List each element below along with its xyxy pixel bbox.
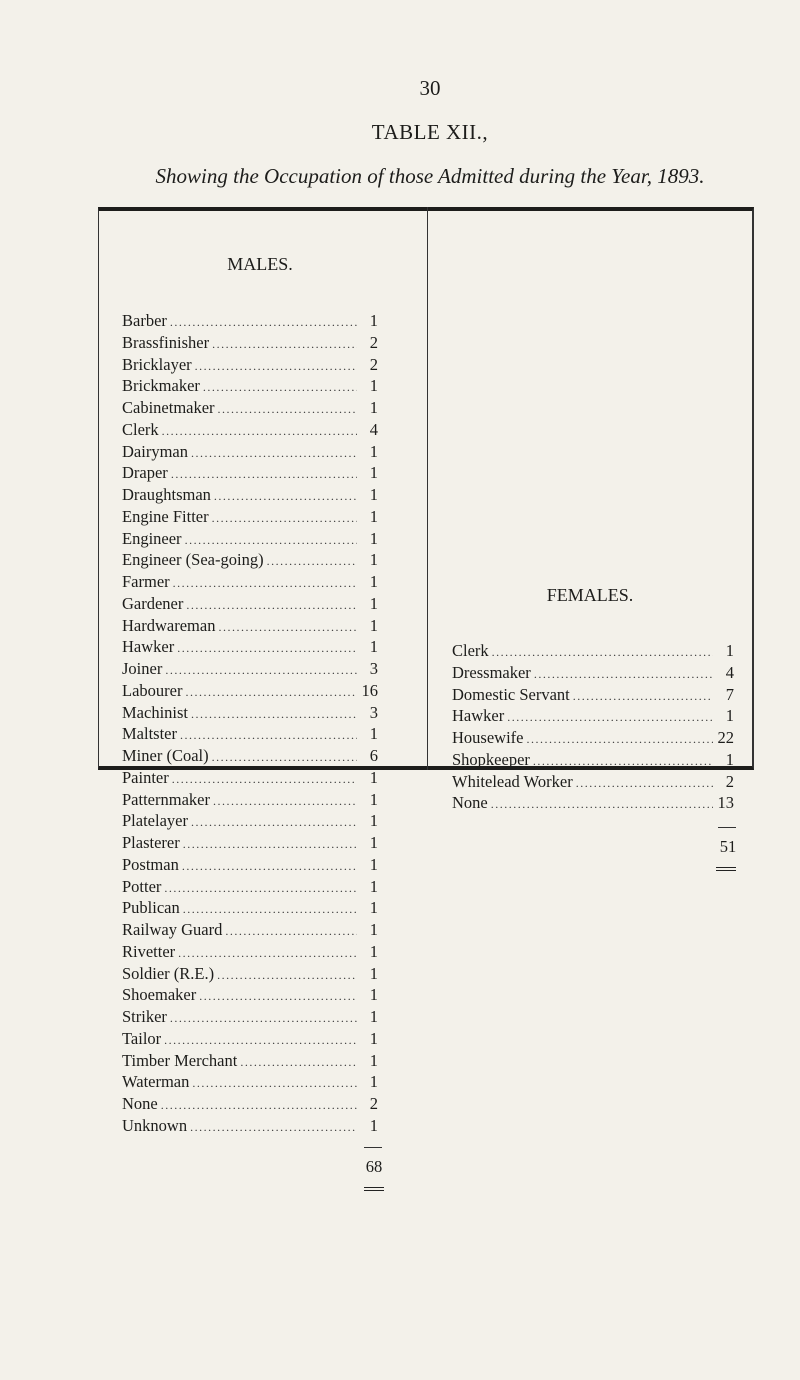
occupation-row	[122, 1116, 378, 1138]
females-total: 51	[719, 837, 737, 856]
occupation-row	[122, 1051, 378, 1073]
occupation-label: Unknown	[122, 1115, 188, 1135]
occupation-row	[122, 1029, 378, 1051]
occupation-row	[122, 572, 378, 594]
occupation-count: 3	[369, 702, 378, 722]
occupation-label: None	[452, 793, 488, 813]
occupation-label: Labourer	[122, 680, 183, 700]
females-list	[452, 641, 734, 815]
occupation-label: Platelayer	[122, 811, 188, 831]
occupation-row	[452, 641, 734, 663]
occupation-label: Hardwareman	[122, 615, 216, 635]
occupation-row	[122, 616, 378, 638]
dot-leader	[164, 1033, 357, 1048]
males-total-rule	[364, 1147, 382, 1148]
occupation-count: 2	[369, 332, 378, 352]
occupation-row	[452, 706, 734, 728]
dot-leader	[162, 424, 357, 439]
occupation-count: 1	[369, 615, 378, 635]
dot-leader	[534, 667, 713, 682]
occupation-count: 7	[725, 684, 734, 704]
dot-leader	[183, 902, 357, 917]
occupation-row	[122, 594, 378, 616]
occupation-count: 2	[725, 771, 734, 791]
females-total-rule	[718, 827, 736, 828]
occupation-row	[122, 790, 378, 812]
occupation-label: Postman	[122, 854, 179, 874]
occupation-row	[122, 703, 378, 725]
occupation-count: 1	[725, 706, 734, 726]
dot-leader	[185, 533, 357, 548]
occupation-label: Clerk	[452, 641, 489, 660]
males-total-double-rule	[364, 1187, 384, 1191]
occupation-count: 1	[369, 1072, 378, 1092]
occupation-count: 1	[369, 1007, 378, 1026]
occupation-count: 1	[369, 811, 378, 831]
occupation-count: 1	[369, 528, 378, 548]
occupation-count: 4	[369, 419, 378, 439]
occupation-label: Draper	[122, 463, 168, 483]
occupation-label: Painter	[122, 767, 169, 787]
occupation-label: Miner (Coal)	[122, 746, 209, 765]
occupation-label: Machinist	[122, 702, 188, 722]
occupation-row	[122, 898, 378, 920]
occupation-row	[122, 811, 378, 833]
occupation-label: Patternmaker	[122, 789, 210, 809]
dot-leader	[225, 924, 357, 939]
males-heading: MALES.	[227, 254, 293, 274]
occupation-count: 1	[369, 789, 378, 809]
dot-leader	[177, 641, 357, 656]
dot-leader	[165, 663, 357, 678]
occupation-row	[122, 333, 378, 355]
occupation-label: Joiner	[122, 659, 163, 678]
occupation-count: 1	[369, 398, 378, 417]
occupation-count: 1	[369, 1028, 378, 1048]
dot-leader	[183, 837, 357, 852]
occupation-count: 1	[725, 749, 734, 769]
occupation-row	[122, 768, 378, 790]
occupation-count: 1	[369, 376, 378, 396]
occupation-count: 1	[369, 1050, 378, 1070]
occupation-count: 4	[725, 662, 734, 682]
occupation-row	[122, 942, 378, 964]
occupation-label: Whitelead Worker	[452, 771, 573, 791]
occupation-label: Rivetter	[122, 941, 176, 961]
occupation-row	[122, 355, 378, 377]
dot-leader	[240, 1055, 357, 1070]
occupation-row	[122, 855, 378, 877]
dot-leader	[218, 402, 357, 417]
occupation-label: Publican	[122, 898, 180, 918]
dot-leader	[171, 467, 357, 482]
occupation-count: 1	[369, 463, 378, 483]
occupation-label: Draughtsman	[122, 485, 211, 504]
occupation-row	[452, 685, 734, 707]
dot-leader	[170, 315, 357, 330]
occupation-label: Hawker	[452, 706, 505, 726]
occupation-row	[122, 1072, 378, 1094]
occupation-row	[122, 420, 378, 442]
occupation-label: Soldier (R.E.)	[122, 963, 215, 983]
occupation-label: Cabinetmaker	[122, 398, 215, 417]
occupation-row	[452, 793, 734, 815]
occupation-row	[122, 920, 378, 942]
occupation-row	[122, 507, 378, 529]
occupation-count: 1	[369, 767, 378, 787]
occupation-count: 1	[369, 963, 378, 983]
occupation-count: 1	[369, 854, 378, 874]
dot-leader	[213, 794, 357, 809]
dot-leader	[214, 489, 357, 504]
dot-leader	[526, 732, 713, 747]
occupation-count: 1	[369, 637, 378, 657]
occupation-row	[122, 442, 378, 464]
occupation-label: Dairyman	[122, 441, 188, 461]
occupation-label: Domestic Servant	[452, 684, 570, 704]
occupation-count: 2	[369, 1094, 378, 1113]
occupation-label: Waterman	[122, 1072, 190, 1092]
dot-leader	[507, 710, 713, 725]
occupation-row	[122, 1094, 378, 1116]
occupation-label: Maltster	[122, 724, 177, 744]
occupation-row	[122, 463, 378, 485]
occupation-label: Potter	[122, 876, 162, 896]
dot-leader	[164, 881, 357, 896]
occupation-count: 1	[725, 641, 734, 660]
occupation-row	[452, 750, 734, 772]
occupation-label: Gardener	[122, 593, 184, 613]
dot-leader	[192, 1076, 357, 1091]
dot-leader	[180, 728, 357, 743]
occupation-count: 1	[369, 920, 378, 939]
occupation-row	[122, 376, 378, 398]
dot-leader	[186, 598, 357, 613]
occupation-count: 16	[361, 680, 378, 700]
occupation-label: Engine Fitter	[122, 506, 209, 526]
occupation-row	[122, 724, 378, 746]
occupation-label: Plasterer	[122, 833, 180, 852]
dot-leader	[178, 946, 357, 961]
dot-leader	[203, 380, 357, 395]
dot-leader	[191, 707, 357, 722]
dot-leader	[172, 772, 357, 787]
occupation-row	[452, 728, 734, 750]
occupation-count: 6	[369, 746, 378, 765]
page-number: 30	[419, 76, 441, 100]
occupation-label: Brickmaker	[122, 376, 200, 396]
dot-leader	[491, 797, 713, 812]
occupation-row	[122, 550, 378, 572]
occupation-row	[122, 311, 378, 333]
occupation-count: 1	[369, 985, 378, 1005]
table-subtitle: Showing the Occupation of those Admitted during the Year, 1893.	[155, 164, 705, 188]
occupation-label: Engineer	[122, 528, 182, 548]
females-heading: FEMALES.	[546, 585, 634, 605]
occupation-row	[122, 985, 378, 1007]
occupation-row	[452, 772, 734, 794]
occupation-label: Engineer (Sea-going)	[122, 550, 264, 570]
dot-leader	[199, 989, 357, 1004]
dot-leader	[170, 1011, 357, 1026]
occupation-row	[122, 637, 378, 659]
occupation-label: None	[122, 1094, 158, 1113]
dot-leader	[267, 554, 357, 569]
occupation-count: 1	[369, 1115, 378, 1135]
occupation-label: Timber Merchant	[122, 1050, 238, 1070]
occupation-label: Brassfinisher	[122, 332, 210, 352]
occupation-label: Tailor	[122, 1028, 162, 1048]
occupation-row	[452, 663, 734, 685]
dot-leader	[161, 1098, 357, 1113]
dot-leader	[576, 776, 713, 791]
females-total-double-rule	[716, 867, 736, 871]
dot-leader	[191, 815, 357, 830]
occupation-count: 1	[369, 941, 378, 961]
occupation-count: 3	[369, 659, 378, 678]
occupation-label: Clerk	[122, 419, 159, 439]
occupation-count: 1	[369, 898, 378, 918]
occupation-count: 1	[369, 506, 378, 526]
dot-leader	[190, 1120, 357, 1135]
occupation-row	[122, 964, 378, 986]
occupation-row	[122, 529, 378, 551]
occupation-count: 1	[369, 572, 378, 591]
occupation-label: Shopkeeper	[452, 749, 530, 769]
dot-leader	[185, 685, 357, 700]
males-list	[122, 311, 378, 1138]
occupation-row	[122, 746, 378, 768]
males-total: 68	[365, 1157, 383, 1176]
dot-leader	[195, 359, 357, 374]
dot-leader	[182, 859, 357, 874]
dot-leader	[212, 511, 357, 526]
occupation-label: Dressmaker	[452, 662, 531, 682]
dot-leader	[218, 620, 357, 635]
occupation-count: 1	[369, 441, 378, 461]
column-divider	[427, 207, 428, 770]
occupation-count: 22	[717, 728, 734, 747]
dot-leader	[492, 645, 713, 660]
occupation-label: Bricklayer	[122, 354, 192, 374]
dot-leader	[212, 337, 357, 352]
dot-leader	[533, 754, 713, 769]
dot-leader	[191, 446, 357, 461]
occupation-label: Striker	[122, 1007, 167, 1026]
dot-leader	[217, 968, 357, 983]
occupation-row	[122, 1007, 378, 1029]
occupation-count: 13	[717, 793, 734, 813]
occupation-label: Railway Guard	[122, 920, 223, 939]
occupation-row	[122, 681, 378, 703]
occupation-row	[122, 659, 378, 681]
occupation-label: Farmer	[122, 572, 170, 591]
occupation-count: 1	[369, 724, 378, 744]
occupation-count: 2	[369, 354, 378, 374]
dot-leader	[212, 750, 357, 765]
dot-leader	[573, 689, 713, 704]
occupation-label: Hawker	[122, 637, 175, 657]
occupation-count: 1	[369, 833, 378, 852]
occupation-count: 1	[369, 311, 378, 330]
occupation-label: Shoemaker	[122, 985, 197, 1005]
occupation-row	[122, 833, 378, 855]
occupation-count: 1	[369, 485, 378, 504]
dot-leader	[173, 576, 357, 591]
occupation-count: 1	[369, 876, 378, 896]
occupation-row	[122, 485, 378, 507]
occupation-label: Barber	[122, 311, 167, 330]
table-title: TABLE XII.,	[371, 120, 489, 144]
occupation-row	[122, 398, 378, 420]
occupation-count: 1	[369, 593, 378, 613]
occupation-count: 1	[369, 550, 378, 570]
occupation-row	[122, 877, 378, 899]
occupation-label: Housewife	[452, 728, 524, 747]
